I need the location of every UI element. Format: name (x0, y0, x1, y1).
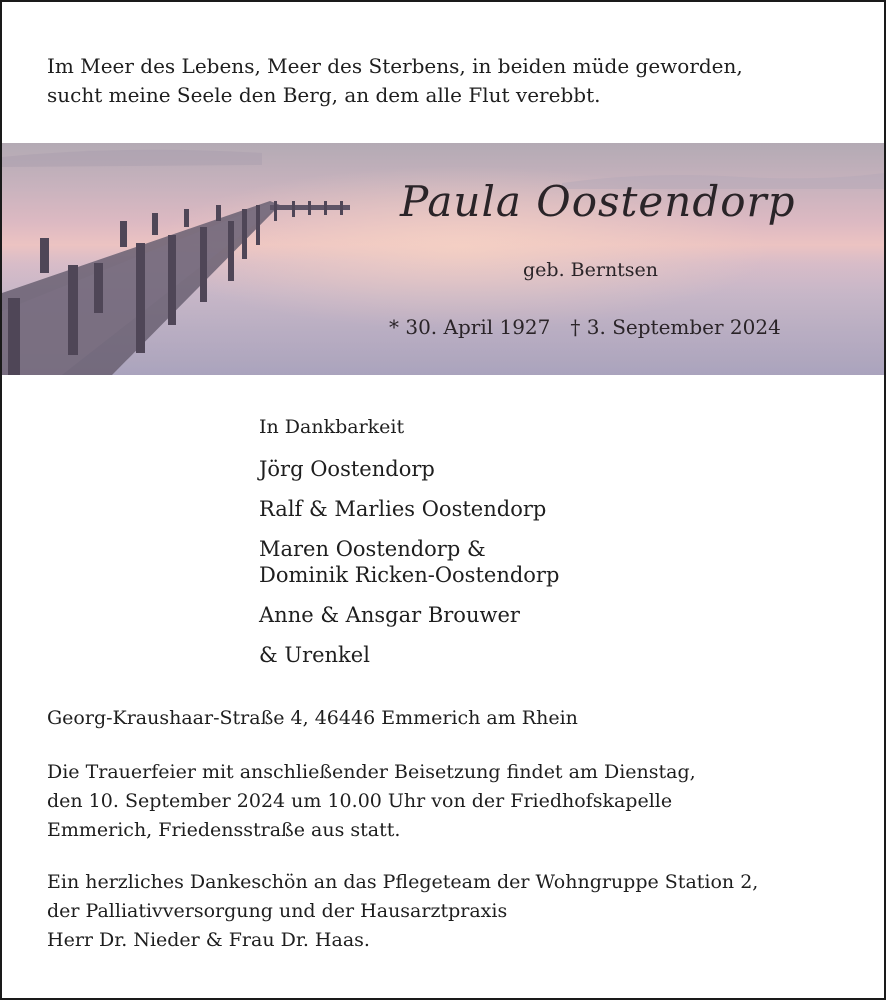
mourner-name: Dominik Ricken-Oostendorp (259, 563, 560, 587)
ceremony-line: Emmerich, Friedensstraße aus statt. (47, 819, 401, 841)
mourner-name: Maren Oostendorp & (259, 537, 486, 561)
mourner-name: Ralf & Marlies Oostendorp (259, 497, 547, 521)
mourner-name: Anne & Ansgar Brouwer (259, 603, 520, 627)
family-address: Georg-Kraushaar-Straße 4, 46446 Emmerich am Rhein (47, 707, 578, 729)
mourner-entry (259, 536, 559, 588)
mourner-entry (259, 642, 559, 668)
mourners-lead: In Dankbarkeit (259, 416, 405, 438)
thanks-line: der Palliativversorgung und der Hausarztpraxis (47, 900, 508, 922)
poem (47, 52, 743, 110)
ceremony-info (47, 758, 696, 845)
mourners-list (259, 412, 559, 668)
life-dates (389, 315, 781, 339)
thanks-note (47, 868, 758, 955)
ceremony-line: den 10. September 2024 um 10.00 Uhr von der Friedhofskapelle (47, 790, 673, 812)
thanks-line: Ein herzliches Dankeschön an das Pflegeteam der Wohngruppe Station 2, (47, 871, 759, 893)
ceremony-line: Die Trauerfeier mit anschließender Beisetzung findet am Dienstag, (47, 761, 696, 783)
mourner-name: & Urenkel (259, 643, 370, 667)
mourner-entry (259, 456, 559, 482)
birth-date: * 30. April 1927 (389, 315, 551, 339)
birth-name: geb. Berntsen (523, 259, 659, 281)
mourner-entry (259, 496, 559, 522)
death-date: † 3. September 2024 (570, 315, 781, 339)
poem-line: Im Meer des Lebens, Meer des Sterbens, in beiden müde geworden, (47, 54, 743, 78)
mourner-entry (259, 602, 559, 628)
mourner-name: Jörg Oostendorp (259, 457, 435, 481)
thanks-line: Herr Dr. Nieder & Frau Dr. Haas. (47, 929, 370, 951)
poem-line: sucht meine Seele den Berg, an dem alle Flut verebbt. (47, 83, 601, 107)
deceased-name: Paula Oostendorp (400, 177, 796, 226)
